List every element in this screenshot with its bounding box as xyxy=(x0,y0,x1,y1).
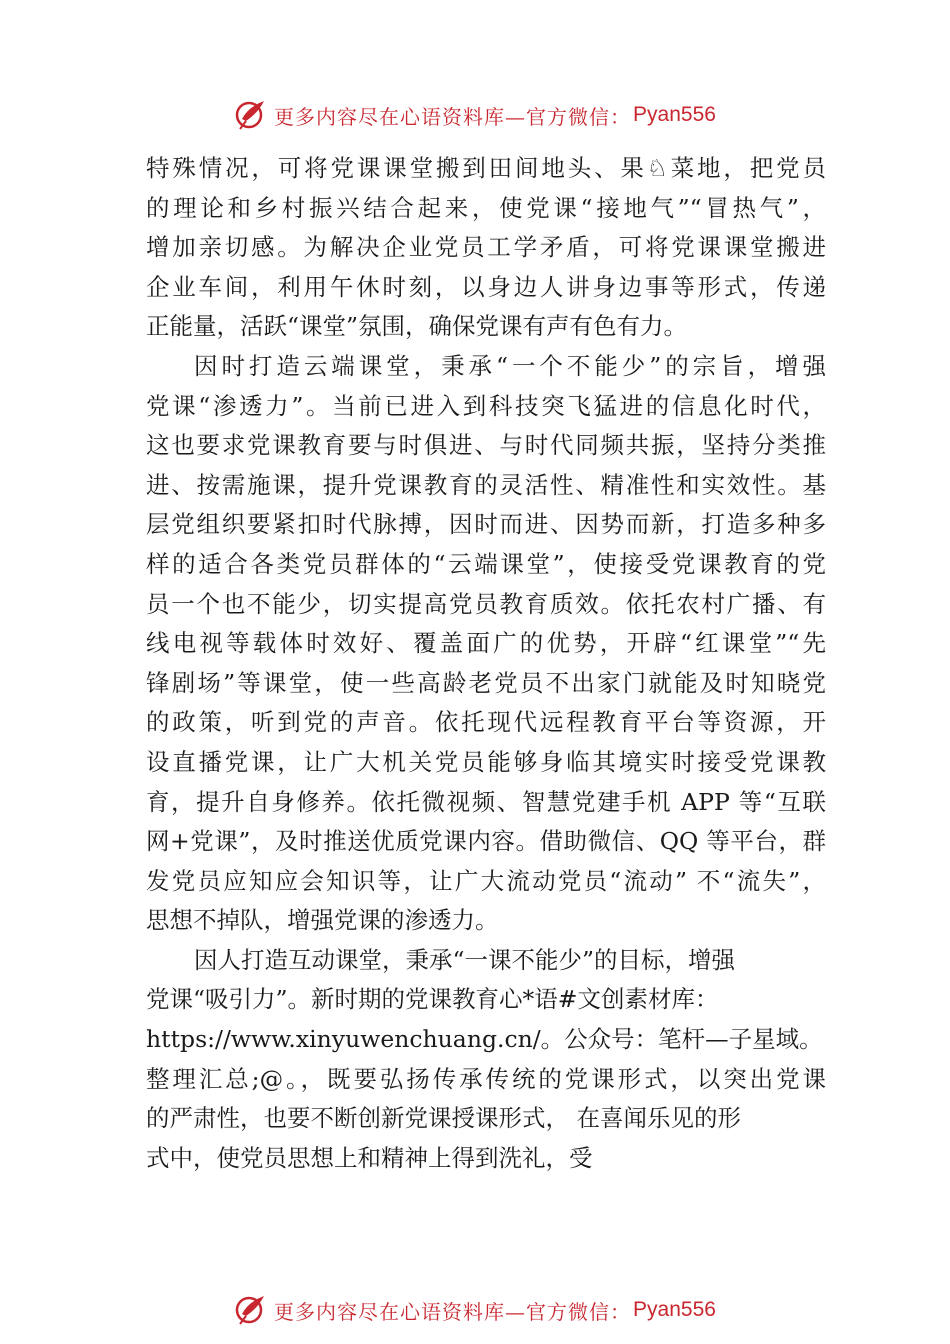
body-line-22: 党课“吸引力”。新时期的党课教育心*语#文创素材库： xyxy=(146,985,719,1014)
body-line-3: 增加亲切感。为解决企业党员工学矛盾，可将党课课堂搬进 xyxy=(146,233,826,262)
body-line-4: 企业车间，利用午休时刻，以身边人讲身边事等形式，传递 xyxy=(146,272,826,301)
body-line-18: 网+党课”，及时推送优质党课内容。借助微信、QQ 等平台，群 xyxy=(146,827,826,856)
header-banner-wechat-id: Pyan556 xyxy=(633,103,716,126)
body-line-8: 这也要求党课教育要与时俱进、与时代同频共振，坚持分类推 xyxy=(146,431,826,460)
body-line-17: 育，提升自身修养。依托微视频、智慧党建手机 APP 等“互联 xyxy=(146,787,826,816)
header-banner-text: 更多内容尽在心语资料库—官方微信： xyxy=(274,104,632,129)
body-line-15: 的政策，听到党的声音。依托现代远程教育平台等资源，开 xyxy=(146,708,826,737)
body-line-2: 的理论和乡村振兴结合起来，使党课“接地气”“冒热气”， xyxy=(146,193,826,222)
footer-banner-wechat-id: Pyan556 xyxy=(633,1298,716,1321)
quill-pen-logo-icon xyxy=(234,97,270,133)
body-line-25: 的严肃性，也要不断创新党课授课形式， 在喜闻乐见的形 xyxy=(146,1104,741,1133)
quill-pen-logo-icon xyxy=(234,1292,270,1328)
body-line-20: 思想不掉队，增强党课的渗透力。 xyxy=(146,906,499,935)
body-line-23: https://www.xinyuwenchuang.cn/。公众号：笔杆—子星域。 xyxy=(146,1025,823,1054)
body-line-26: 式中，使党员思想上和精神上得到洗礼，受 xyxy=(146,1143,593,1172)
body-line-13: 线电视等载体时效好、覆盖面广的优势，开辟“红课堂”“先 xyxy=(146,629,826,658)
body-line-11: 样的适合各类党员群体的“云端课堂”，使接受党课教育的党 xyxy=(146,549,826,578)
document-body xyxy=(146,149,826,1178)
body-line-7: 党课“渗透力”。当前已进入到科技突飞猛进的信息化时代， xyxy=(146,391,826,420)
body-line-21: 因人打造互动课堂，秉承“一课不能少”的目标，增强 xyxy=(194,945,736,974)
footer-banner-text: 更多内容尽在心语资料库—官方微信： xyxy=(274,1299,632,1324)
body-line-14: 锋剧场”等课堂，使一些高龄老党员不出家门就能及时知晓党 xyxy=(146,668,826,697)
footer-watermark-banner xyxy=(0,1290,950,1330)
body-line-12: 员一个也不能少，切实提高党员教育质效。依托农村广播、有 xyxy=(146,589,826,618)
body-line-19: 发党员应知应会知识等，让广大流动党员“流动” 不“流失”， xyxy=(146,866,826,895)
body-line-6: 因时打造云端课堂，秉承“一个不能少”的宗旨，增强 xyxy=(194,351,826,380)
body-line-10: 层党组织要紧扣时代脉搏，因时而进、因势而新，打造多种多 xyxy=(146,510,826,539)
header-watermark-banner xyxy=(0,95,950,135)
body-line-9: 进、按需施课，提升党课教育的灵活性、精准性和实效性。基 xyxy=(146,470,826,499)
body-line-5: 正能量，活跃“课堂”氛围，确保党课有声有色有力。 xyxy=(146,312,688,341)
body-line-24: 整理汇总;@。，既要弘扬传承传统的党课形式，以突出党课 xyxy=(146,1064,826,1093)
body-line-16: 设直播党课，让广大机关党员能够身临其境实时接受党课教 xyxy=(146,747,826,776)
body-line-1: 特殊情况，可将党课课堂搬到田间地头、果♘菜地，把党员 xyxy=(146,154,826,182)
